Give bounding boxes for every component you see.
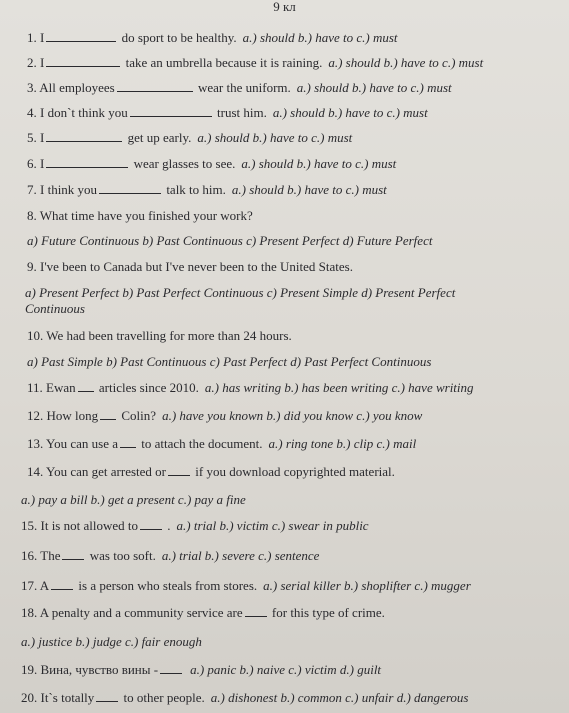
answer-blank[interactable]	[245, 605, 267, 617]
question-text: 2. I	[27, 55, 45, 70]
exercise-line	[27, 408, 422, 424]
answer-options: a.) should b.) have to c.) must	[241, 156, 397, 171]
question-text: 19. Вина, чувство вины -	[21, 662, 159, 677]
answer-blank[interactable]	[168, 464, 190, 476]
answer-blank[interactable]	[46, 55, 120, 67]
exercise-line	[27, 105, 428, 121]
exercise-line	[21, 690, 468, 706]
question-text: 15. It is not allowed to	[21, 518, 138, 533]
question-text: 20. It`s totally	[21, 690, 95, 705]
question-text: 9. I've been to Canada but I've never been to the United States.	[27, 259, 353, 274]
question-text: 1. I	[27, 30, 45, 45]
answer-blank[interactable]	[62, 548, 84, 560]
answer-blank[interactable]	[99, 182, 161, 194]
exercise-line	[27, 328, 292, 344]
answer-blank[interactable]	[120, 436, 136, 448]
answer-options: a.) should b.) have to c.) must	[328, 55, 484, 70]
question-text: 7. I think you	[27, 182, 98, 197]
exercise-line	[27, 380, 474, 396]
question-text: 3. All employees	[27, 80, 115, 95]
answer-blank[interactable]	[160, 662, 182, 674]
question-text-continued: articles since 2010.	[98, 380, 199, 395]
question-text-continued: trust him.	[217, 105, 267, 120]
answer-options: Continuous	[25, 301, 85, 316]
question-text: 6. I	[27, 156, 45, 171]
exercise-line	[25, 301, 85, 317]
exercise-line	[27, 233, 432, 249]
question-text-continued: if you download copyrighted material.	[195, 464, 395, 479]
answer-blank[interactable]	[130, 105, 212, 117]
answer-options: a.) trial b.) severe c.) sentence	[161, 548, 320, 563]
exercise-line	[27, 259, 353, 275]
exercise-line	[27, 208, 253, 224]
answer-options: a.) pay a bill b.) get a present c.) pay a fine	[21, 492, 246, 507]
answer-options: a) Future Continuous b) Past Continuous c) Present Perfect d) Future Perfect	[27, 233, 433, 248]
question-text: 11. Ewan	[27, 380, 76, 395]
answer-options: a.) should b.) have to c.) must	[197, 130, 353, 145]
exercise-line	[27, 80, 452, 96]
question-text-continued: is a person who steals from stores.	[78, 578, 258, 593]
question-text-continued: take an umbrella because it is raining.	[125, 55, 323, 70]
exercise-line	[27, 354, 431, 370]
question-text-continued: Colin?	[121, 408, 157, 423]
question-text: 8. What time have you finished your work?	[27, 208, 253, 223]
answer-options: a.) should b.) have to c.) must	[296, 80, 452, 95]
answer-blank[interactable]	[140, 518, 162, 530]
question-text-continued: was too soft.	[89, 548, 156, 563]
exercise-line	[21, 662, 381, 678]
answer-options: a.) trial b.) victim c.) swear in public	[176, 518, 369, 533]
answer-blank[interactable]	[100, 408, 116, 420]
answer-options: a.) should b.) have to c.) must	[242, 30, 398, 45]
question-text: 16. The	[21, 548, 61, 563]
question-text: 12. How long	[27, 408, 99, 423]
answer-blank[interactable]	[46, 130, 122, 142]
answer-blank[interactable]	[117, 80, 193, 92]
exercise-line	[27, 464, 395, 480]
answer-options: a.) have you known b.) did you know c.) you know	[162, 408, 423, 423]
exercise-line	[21, 634, 202, 650]
answer-options: a.) ring tone b.) clip c.) mail	[268, 436, 417, 451]
exercise-line	[27, 55, 483, 71]
answer-options: a.) serial killer b.) shoplifter c.) mugger	[263, 578, 471, 593]
answer-blank[interactable]	[46, 156, 128, 168]
question-text: 18. A penalty and a community service are	[21, 605, 243, 620]
exercise-line	[27, 436, 416, 452]
exercise-line	[27, 130, 352, 146]
question-text: 13. You can use a	[27, 436, 118, 451]
question-text-continued: talk to him.	[166, 182, 226, 197]
question-text: 17. A	[21, 578, 50, 593]
question-text-continued: wear glasses to see.	[133, 156, 236, 171]
answer-options: a) Present Perfect b) Past Perfect Continuous c) Present Simple d) Present Perfect	[25, 285, 456, 300]
page-header: 9 кл	[273, 0, 296, 14]
question-text: 5. I	[27, 130, 45, 145]
question-text: 10. We had been travelling for more than 24 hours.	[27, 328, 292, 343]
exercise-line	[27, 182, 387, 198]
exercise-line	[25, 285, 455, 301]
question-text-continued: to attach the document.	[141, 436, 263, 451]
question-text-continued: for this type of crime.	[271, 605, 385, 620]
question-text-continued: to other people.	[123, 690, 205, 705]
answer-options: a.) should b.) have to c.) must	[272, 105, 428, 120]
question-text-continued: get up early.	[127, 130, 192, 145]
exercise-line	[21, 548, 319, 564]
answer-blank[interactable]	[96, 690, 118, 702]
answer-options: a.) should b.) have to c.) must	[231, 182, 387, 197]
exercise-line	[27, 30, 398, 46]
exercise-line	[21, 492, 246, 508]
question-text: 4. I don`t think you	[27, 105, 128, 120]
exercise-line	[21, 605, 385, 621]
answer-options: a.) has writing b.) has been writing c.) have writing	[204, 380, 474, 395]
question-text: 14. You can get arrested or	[27, 464, 166, 479]
answer-options: a.) dishonest b.) common c.) unfair d.) dangerous	[210, 690, 469, 705]
answer-blank[interactable]	[78, 380, 94, 392]
answer-options: a.) justice b.) judge c.) fair enough	[21, 634, 202, 649]
exercise-line	[21, 578, 471, 594]
answer-blank[interactable]	[51, 578, 73, 590]
exercise-line	[27, 156, 396, 172]
answer-options: a.) panic b.) naive c.) victim d.) guilt	[190, 662, 382, 677]
exercise-line	[21, 518, 369, 534]
question-text-continued: do sport to be healthy.	[121, 30, 237, 45]
question-text-continued: wear the uniform.	[198, 80, 291, 95]
answer-options: a) Past Simple b) Past Continuous c) Past Perfect d) Past Perfect Continuous	[27, 354, 432, 369]
question-text-continued: .	[167, 518, 171, 533]
answer-blank[interactable]	[46, 30, 116, 42]
